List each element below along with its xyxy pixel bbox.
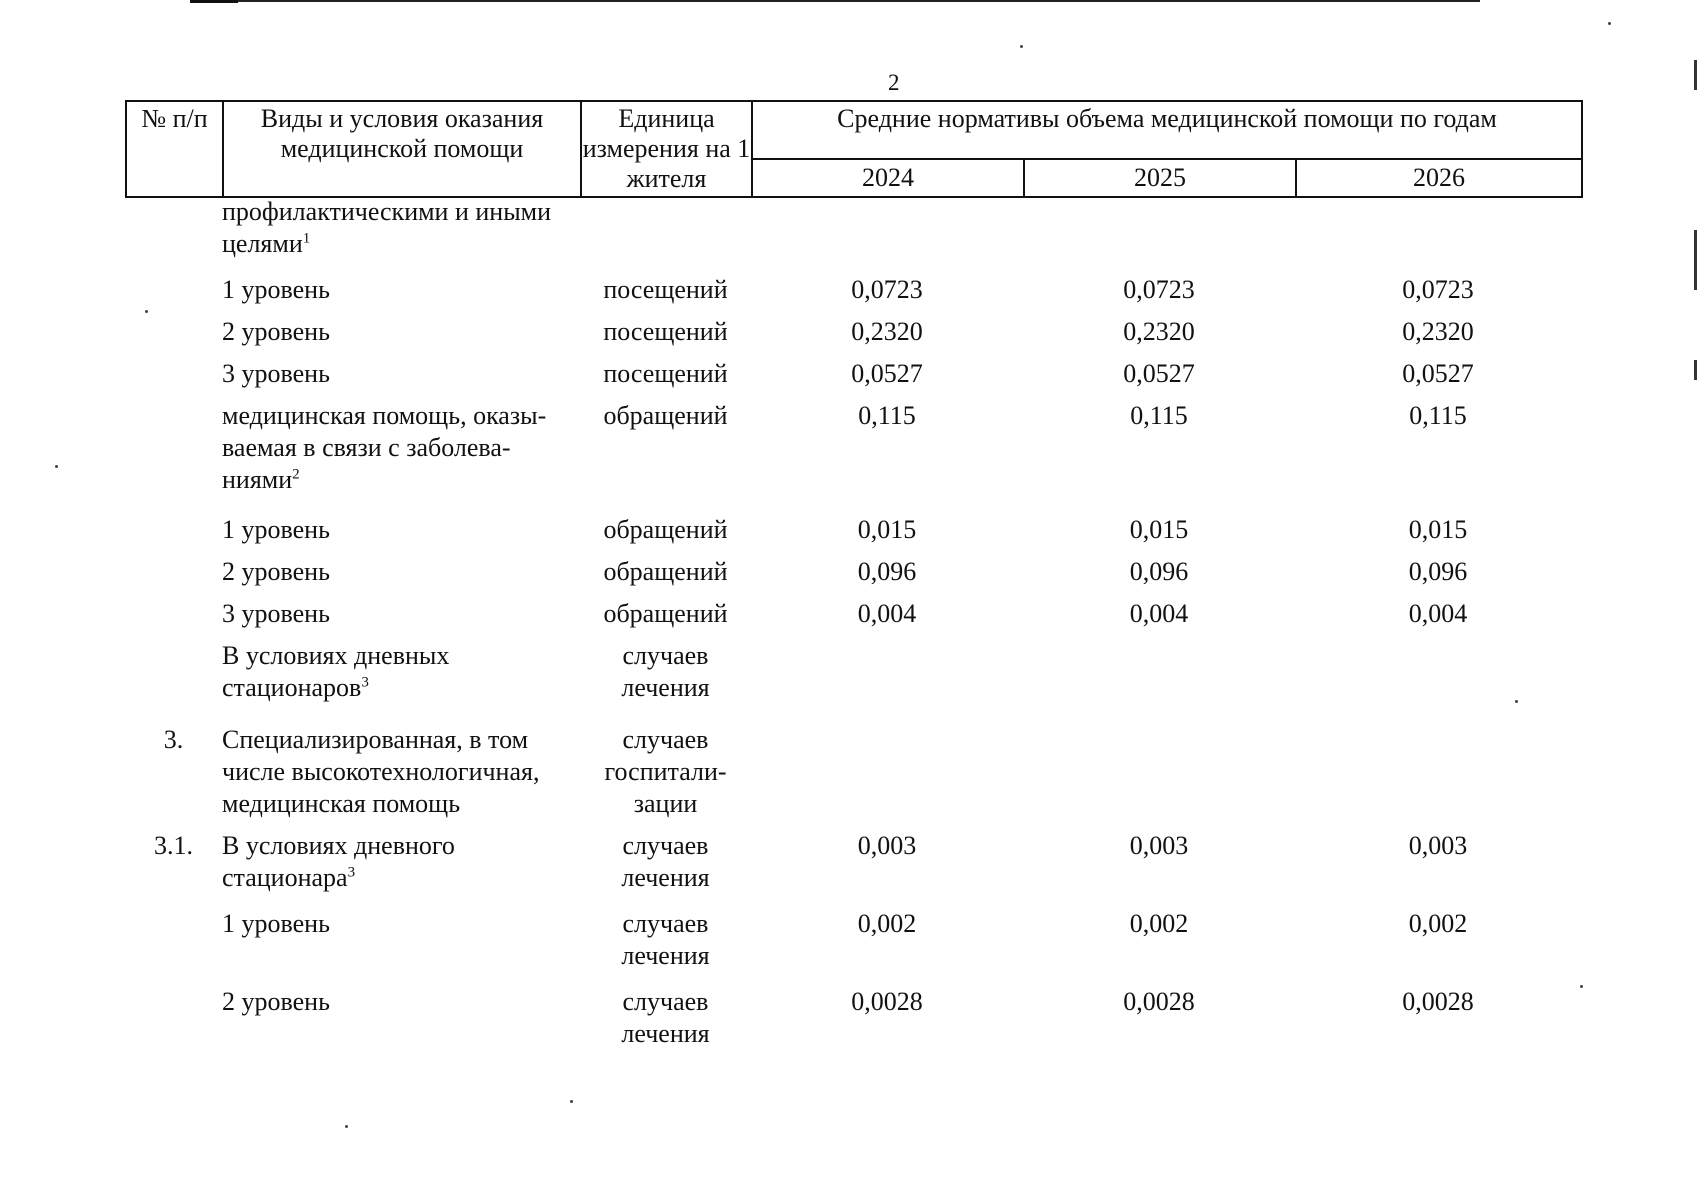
- row-type-text: Специализированная, в том числе высокотехнологичная, медицинская помощь: [222, 725, 540, 818]
- row-type-text: профилактическими и иными целями: [222, 197, 552, 258]
- row-type: [222, 598, 580, 640]
- scan-top-border: [190, 0, 1480, 2]
- table-row: [125, 196, 1581, 274]
- row-value-2024: [751, 640, 1023, 724]
- row-value-2024: [751, 724, 1023, 830]
- row-number: [125, 316, 222, 358]
- table-row: [125, 400, 1581, 514]
- row-type-text: 3 уровень: [222, 599, 330, 628]
- table-row: [125, 830, 1581, 908]
- row-unit-text: обращений: [603, 515, 728, 544]
- row-unit: [580, 316, 751, 358]
- row-value-2024-text: 0,004: [857, 599, 917, 628]
- row-type: [222, 274, 580, 316]
- row-value-2024-text: 0,115: [858, 401, 916, 430]
- row-number: [125, 640, 222, 724]
- row-unit: [580, 724, 751, 830]
- row-value-2025-text: 0,015: [1129, 515, 1189, 544]
- row-unit-text: случаев лечения: [621, 641, 710, 702]
- row-value-2025-text: 0,002: [1129, 909, 1189, 938]
- row-type-text: 2 уровень: [222, 557, 330, 586]
- row-value-2026: [1295, 316, 1581, 358]
- row-value-2025: [1023, 598, 1295, 640]
- row-value-2025: [1023, 400, 1295, 514]
- row-value-2026-text: 0,0028: [1402, 987, 1474, 1016]
- row-unit-text: обращений: [603, 401, 728, 430]
- row-value-2025: [1023, 514, 1295, 556]
- row-value-2025: [1023, 640, 1295, 724]
- row-unit-text: посещений: [603, 317, 728, 346]
- row-value-2024: [751, 598, 1023, 640]
- row-value-2026: [1295, 598, 1581, 640]
- row-value-2025-text: 0,0527: [1123, 359, 1195, 388]
- table-row: [125, 316, 1581, 358]
- row-value-2026: [1295, 400, 1581, 514]
- row-value-2024: [751, 908, 1023, 986]
- row-value-2026: [1295, 358, 1581, 400]
- row-value-2024-text: 0,0527: [851, 359, 923, 388]
- row-value-2026-text: 0,003: [1408, 831, 1468, 860]
- row-type: [222, 196, 580, 274]
- row-type-text: В условиях дневного стационара: [222, 831, 455, 892]
- table-row: [125, 514, 1581, 556]
- row-value-2024-text: 0,003: [857, 831, 917, 860]
- row-value-2025: [1023, 830, 1295, 908]
- row-value-2024: [751, 274, 1023, 316]
- header-year-2025: 2025: [1024, 159, 1296, 197]
- row-value-2025-text: 0,115: [1130, 401, 1188, 430]
- row-value-2026-text: 0,004: [1408, 599, 1468, 628]
- table-row: [125, 556, 1581, 598]
- row-type: [222, 556, 580, 598]
- row-unit-text: случаев лечения: [621, 909, 710, 970]
- row-type-text: 1 уровень: [222, 275, 330, 304]
- row-number: [125, 830, 222, 908]
- row-value-2024: [751, 358, 1023, 400]
- row-value-2025: [1023, 316, 1295, 358]
- scan-speck: [345, 1125, 348, 1128]
- scan-speck: [570, 1100, 573, 1103]
- row-value-2026: [1295, 986, 1581, 1064]
- row-value-2026-text: 0,115: [1409, 401, 1467, 430]
- row-number: [125, 724, 222, 830]
- row-value-2025: [1023, 358, 1295, 400]
- row-value-2025-text: 0,096: [1129, 557, 1189, 586]
- row-value-2026: [1295, 274, 1581, 316]
- table-row: [125, 986, 1581, 1064]
- row-value-2026: [1295, 514, 1581, 556]
- row-value-2025: [1023, 986, 1295, 1064]
- header-average-norms: Средние нормативы объема медицинской помощи по годам: [752, 101, 1582, 159]
- row-type: [222, 724, 580, 830]
- row-unit: [580, 640, 751, 724]
- row-type: [222, 640, 580, 724]
- row-type-text: 3 уровень: [222, 359, 330, 388]
- table-row: [125, 908, 1581, 986]
- row-value-2024-text: 0,096: [857, 557, 917, 586]
- row-type: [222, 358, 580, 400]
- row-value-2026-text: 0,0723: [1402, 275, 1474, 304]
- row-value-2024-text: 0,2320: [851, 317, 923, 346]
- row-value-2025-text: 0,2320: [1123, 317, 1195, 346]
- row-type-text: 1 уровень: [222, 515, 330, 544]
- row-value-2025: [1023, 908, 1295, 986]
- row-type-text: В условиях дневных стационаров: [222, 641, 450, 702]
- row-unit: [580, 830, 751, 908]
- row-value-2024: [751, 400, 1023, 514]
- row-unit-text: посещений: [603, 359, 728, 388]
- row-value-2024: [751, 556, 1023, 598]
- row-value-2024-text: 0,002: [857, 909, 917, 938]
- row-unit: [580, 196, 751, 274]
- header-number: № п/п: [126, 101, 223, 197]
- row-value-2025-text: 0,0723: [1123, 275, 1195, 304]
- row-number: [125, 400, 222, 514]
- row-number: [125, 358, 222, 400]
- row-value-2026-text: 0,0527: [1402, 359, 1474, 388]
- row-value-2024-text: 0,0028: [851, 987, 923, 1016]
- row-value-2026-text: 0,015: [1408, 515, 1468, 544]
- row-type: [222, 830, 580, 908]
- row-number-text: 3.: [163, 725, 184, 754]
- row-value-2024: [751, 514, 1023, 556]
- table-header: [125, 100, 1583, 198]
- row-type-text: 2 уровень: [222, 987, 330, 1016]
- row-type: [222, 316, 580, 358]
- table-row: [125, 274, 1581, 316]
- row-number-text: 3.1.: [154, 831, 193, 860]
- row-type-text: 2 уровень: [222, 317, 330, 346]
- row-value-2026-text: 0,2320: [1402, 317, 1474, 346]
- row-unit: [580, 400, 751, 514]
- row-value-2025: [1023, 556, 1295, 598]
- row-unit: [580, 514, 751, 556]
- row-value-2026: [1295, 556, 1581, 598]
- table-row: [125, 724, 1581, 830]
- row-type: [222, 400, 580, 514]
- row-type: [222, 986, 580, 1064]
- footnote-marker: 3: [347, 864, 356, 881]
- row-value-2026: [1295, 196, 1581, 274]
- row-value-2026: [1295, 640, 1581, 724]
- footnote-marker: 1: [302, 230, 311, 247]
- row-value-2026: [1295, 724, 1581, 830]
- row-unit: [580, 358, 751, 400]
- page-number: 2: [888, 70, 900, 95]
- row-value-2025-text: 0,0028: [1123, 987, 1195, 1016]
- footnote-marker: 3: [361, 674, 369, 691]
- row-unit: [580, 598, 751, 640]
- row-value-2026: [1295, 908, 1581, 986]
- row-value-2024-text: 0,015: [857, 515, 917, 544]
- scan-top-border-fragment: [190, 0, 238, 3]
- row-value-2025: [1023, 724, 1295, 830]
- row-number: [125, 514, 222, 556]
- row-unit-text: случаев лечения: [621, 987, 710, 1048]
- table-row: [125, 358, 1581, 400]
- footnote-marker: 2: [292, 466, 300, 483]
- row-unit: [580, 986, 751, 1064]
- row-value-2026: [1295, 830, 1581, 908]
- row-unit: [580, 556, 751, 598]
- row-unit-text: обращений: [603, 557, 728, 586]
- table-body: [125, 196, 1581, 1064]
- scan-speck: [1608, 22, 1611, 25]
- row-type-text: медицинская помощь, оказы-ваемая в связи с заболева-ниями: [222, 401, 547, 494]
- header-types: Виды и условия оказания медицинской помощи: [223, 101, 581, 197]
- row-unit: [580, 908, 751, 986]
- scan-speck: [1020, 45, 1023, 48]
- table-row: [125, 598, 1581, 640]
- row-number: [125, 986, 222, 1064]
- row-value-2025-text: 0,004: [1129, 599, 1189, 628]
- row-value-2024: [751, 986, 1023, 1064]
- row-number: [125, 196, 222, 274]
- row-number: [125, 274, 222, 316]
- header-unit: Единица измерения на 1 жителя: [581, 101, 752, 197]
- table-row: [125, 640, 1581, 724]
- row-type: [222, 514, 580, 556]
- row-value-2025-text: 0,003: [1129, 831, 1189, 860]
- row-value-2024: [751, 196, 1023, 274]
- row-number: [125, 908, 222, 986]
- row-type-text: 1 уровень: [222, 909, 330, 938]
- row-value-2025: [1023, 274, 1295, 316]
- scan-speck: [55, 465, 58, 468]
- row-value-2025: [1023, 196, 1295, 274]
- header-year-2024: 2024: [752, 159, 1024, 197]
- row-value-2024-text: 0,0723: [851, 275, 923, 304]
- row-number: [125, 556, 222, 598]
- row-unit-text: посещений: [603, 275, 728, 304]
- row-type: [222, 908, 580, 986]
- row-value-2026-text: 0,096: [1408, 557, 1468, 586]
- row-unit-text: случаев госпитали-зации: [604, 725, 727, 818]
- row-unit: [580, 274, 751, 316]
- row-unit-text: случаев лечения: [621, 831, 710, 892]
- row-unit-text: обращений: [603, 599, 728, 628]
- row-value-2026-text: 0,002: [1408, 909, 1468, 938]
- row-value-2024: [751, 316, 1023, 358]
- row-value-2024: [751, 830, 1023, 908]
- row-number: [125, 598, 222, 640]
- header-year-2026: 2026: [1296, 159, 1582, 197]
